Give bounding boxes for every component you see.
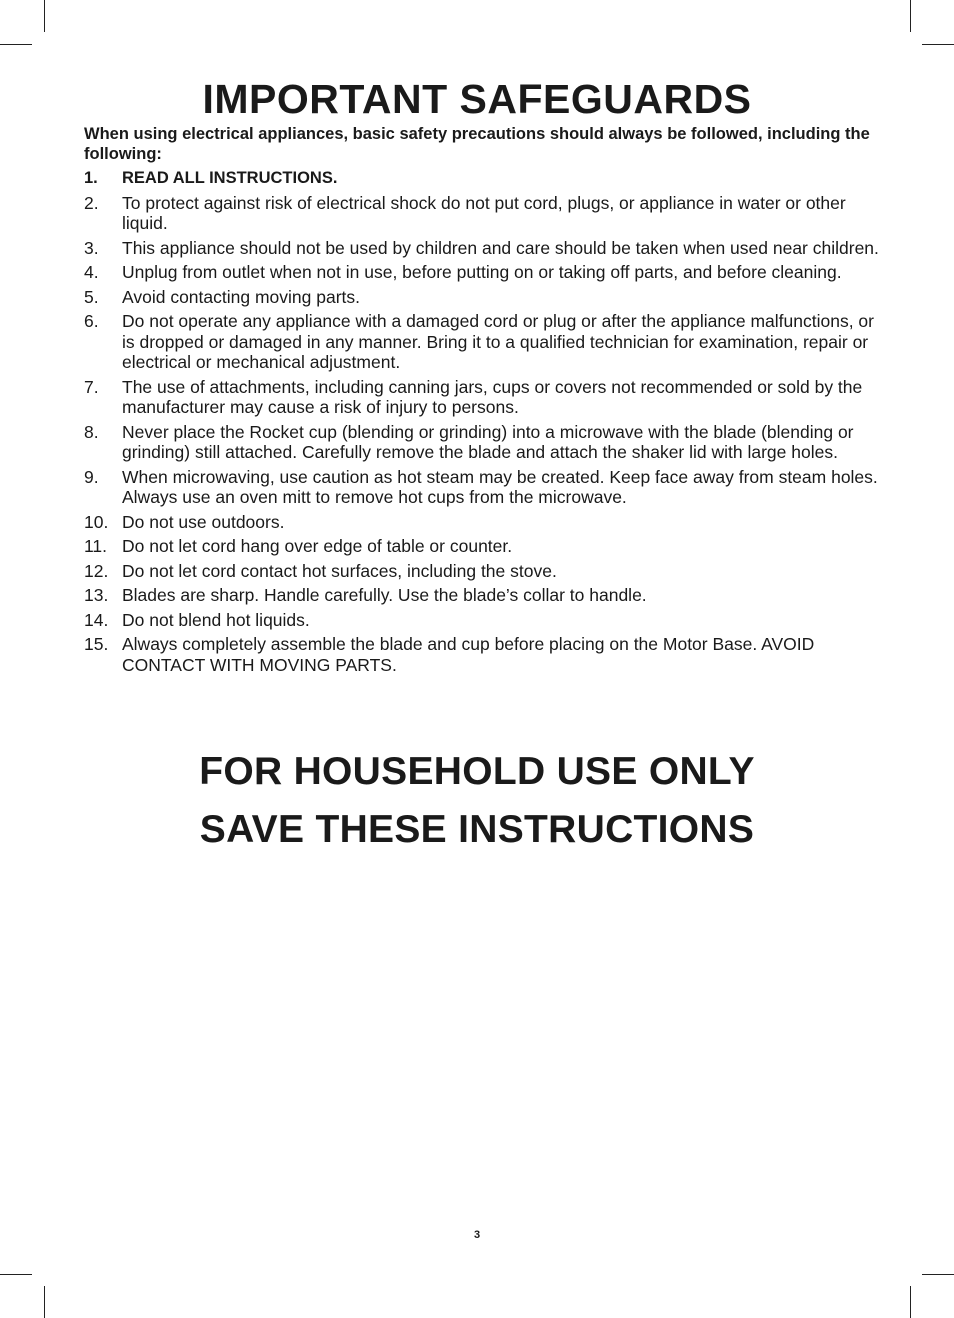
item-text: The use of attachments, including canning jars, cups or covers not recommended or sold by the manufacturer may cause a risk of injury to persons.	[122, 376, 863, 417]
item-number: 2.	[84, 192, 99, 213]
item-number: 6.	[84, 311, 99, 331]
item-number: 13.	[84, 585, 109, 605]
list-item	[84, 168, 884, 189]
list-item	[84, 585, 884, 606]
item-text: This appliance should not be used by children and care should be taken when used near children.	[122, 237, 879, 258]
crop-mark	[922, 44, 954, 45]
crop-mark	[44, 1286, 45, 1318]
household-use-heading: FOR HOUSEHOLD USE ONLY	[199, 750, 755, 793]
page-title: IMPORTANT SAFEGUARDS	[202, 76, 752, 122]
item-number: 3.	[84, 237, 99, 258]
crop-mark	[910, 1286, 911, 1318]
page-number: 3	[473, 1229, 481, 1241]
crop-mark	[0, 44, 32, 45]
item-number: 9.	[84, 466, 99, 487]
item-text: Avoid contacting moving parts.	[122, 286, 361, 307]
save-instructions-heading: SAVE THESE INSTRUCTIONS	[199, 808, 755, 851]
list-item	[84, 512, 884, 533]
item-text: When microwaving, use caution as hot steam may be created. Keep face away from steam holes. Always use an oven mitt to remove hot cups from the microwave.	[122, 466, 878, 507]
list-item	[84, 610, 884, 631]
list-item	[84, 422, 884, 463]
list-item	[84, 377, 884, 418]
safeguards-list	[84, 168, 884, 679]
item-text: Do not let cord hang over edge of table or counter.	[122, 536, 513, 556]
item-number: 11.	[84, 536, 108, 556]
list-item	[84, 536, 884, 557]
item-text: To protect against risk of electrical shock do not put cord, plugs, or appliance in water or other liquid.	[122, 192, 846, 233]
item-text: READ ALL INSTRUCTIONS.	[122, 169, 338, 187]
item-number: 14.	[84, 609, 109, 630]
item-text: Unplug from outlet when not in use, before putting on or taking off parts, and before cleaning.	[122, 262, 842, 282]
crop-mark	[44, 0, 45, 32]
list-item	[84, 287, 884, 308]
list-item	[84, 262, 884, 283]
item-number: 5.	[84, 286, 99, 307]
item-number: 1.	[84, 169, 98, 187]
item-number: 7.	[84, 376, 99, 397]
list-item	[84, 634, 884, 675]
item-text: Do not blend hot liquids.	[122, 609, 310, 630]
item-number: 8.	[84, 421, 99, 442]
item-number: 10.	[84, 511, 109, 532]
item-text: Always completely assemble the blade and cup before placing on the Motor Base. AVOID CONTACT WITH MOVING PARTS.	[122, 634, 815, 675]
item-number: 12.	[84, 560, 109, 581]
crop-mark	[910, 0, 911, 32]
list-item	[84, 193, 884, 234]
list-item	[84, 467, 884, 508]
crop-mark	[922, 1274, 954, 1275]
item-text: Do not operate any appliance with a damaged cord or plug or after the appliance malfunctions, or is dropped or damaged in any manner. Bring it to a qualified technician for examination, repair or electrical or mechanical adjustment.	[122, 311, 874, 372]
list-item	[84, 561, 884, 582]
item-text: Do not use outdoors.	[122, 511, 285, 532]
item-text: Do not let cord contact hot surfaces, including the stove.	[122, 560, 557, 581]
intro-text: When using electrical appliances, basic safety precautions should always be followed, including the following:	[84, 125, 870, 163]
item-text: Never place the Rocket cup (blending or grinding) into a microwave with the blade (blending or grinding) still attached. Carefully remove the blade and attach the shaker lid with large holes.	[122, 421, 854, 462]
item-number: 4.	[84, 262, 99, 282]
item-text: Blades are sharp. Handle carefully. Use the blade’s collar to handle.	[122, 585, 647, 605]
crop-mark	[0, 1274, 32, 1275]
item-number: 15.	[84, 634, 109, 654]
list-item	[84, 238, 884, 259]
list-item	[84, 311, 884, 373]
